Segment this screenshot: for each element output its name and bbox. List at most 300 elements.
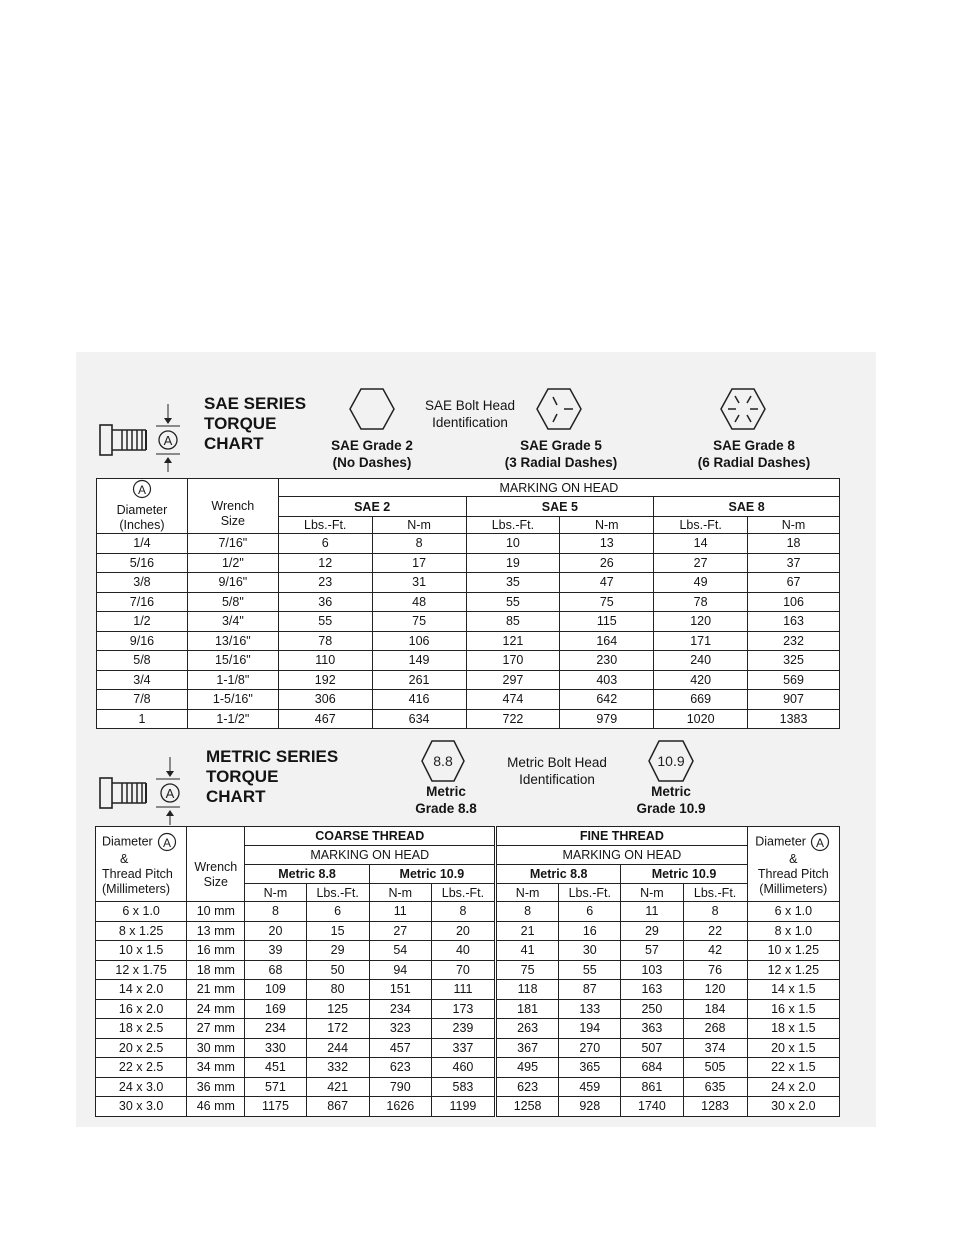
- table-cell: 10: [466, 534, 560, 554]
- table-cell: 239: [431, 1019, 495, 1039]
- coarse-metric-10-9-header: Metric 10.9: [369, 865, 495, 884]
- sae-title-line-2: TORQUE: [204, 414, 277, 433]
- table-cell: 1: [97, 709, 188, 729]
- table-cell: 928: [559, 1097, 621, 1117]
- metric-diameter-label: Diameter: [755, 833, 806, 848]
- table-cell: 8: [496, 902, 559, 922]
- table-row: [97, 709, 840, 729]
- table-cell: 20: [245, 921, 306, 941]
- table-row: [96, 1038, 840, 1058]
- table-cell: 106: [748, 592, 840, 612]
- grade-2-hexagon-icon: [349, 388, 395, 430]
- table-cell: 22 x 2.5: [96, 1058, 187, 1078]
- sae-grade-8-desc: (6 Radial Dashes): [697, 455, 811, 470]
- table-cell: 120: [654, 612, 748, 632]
- table-cell: 54: [369, 941, 431, 961]
- table-cell: 8 x 1.0: [747, 921, 839, 941]
- table-cell: 67: [748, 573, 840, 593]
- sae-torque-table: [96, 478, 840, 729]
- table-cell: 85: [466, 612, 560, 632]
- metric-title-line-3: CHART: [206, 787, 266, 806]
- table-cell: 684: [621, 1058, 683, 1078]
- table-row: [96, 980, 840, 1000]
- table-row: [96, 960, 840, 980]
- table-cell: 27: [369, 921, 431, 941]
- table-cell: 42: [683, 941, 747, 961]
- table-cell: 94: [369, 960, 431, 980]
- sae-unit-header: N-m: [560, 516, 654, 533]
- table-cell: 24 x 2.0: [747, 1077, 839, 1097]
- table-row: [97, 651, 840, 671]
- table-cell: 1-1/8": [187, 670, 278, 690]
- table-cell: 365: [559, 1058, 621, 1078]
- table-cell: 337: [431, 1038, 495, 1058]
- table-cell: 363: [621, 1019, 683, 1039]
- table-cell: 459: [559, 1077, 621, 1097]
- metric-10-9-hexagon-icon: [648, 740, 694, 782]
- metric-mm-label: (Millimeters): [759, 881, 828, 896]
- table-cell: 250: [621, 999, 683, 1019]
- table-cell: 3/4": [187, 612, 278, 632]
- metric-wrench-label: Wrench: [194, 860, 238, 874]
- svg-text:A: A: [163, 835, 172, 850]
- table-cell: 24 x 3.0: [96, 1077, 187, 1097]
- table-row: [97, 592, 840, 612]
- table-row: [96, 1097, 840, 1117]
- table-cell: 460: [431, 1058, 495, 1078]
- table-cell: 6 x 1.0: [96, 902, 187, 922]
- table-cell: 16: [559, 921, 621, 941]
- table-cell: 20 x 2.5: [96, 1038, 187, 1058]
- table-cell: 374: [683, 1038, 747, 1058]
- table-cell: 30: [559, 941, 621, 961]
- grade-5-hexagon-icon: [536, 388, 582, 430]
- table-cell: 80: [306, 980, 369, 1000]
- svg-text:8.8: 8.8: [433, 753, 453, 769]
- diameter-a-icon: [131, 479, 153, 499]
- table-cell: 125: [306, 999, 369, 1019]
- table-row: [97, 612, 840, 632]
- table-cell: 1175: [245, 1097, 306, 1117]
- table-cell: 50: [306, 960, 369, 980]
- sae-diameter-unit: (Inches): [119, 518, 165, 532]
- table-cell: 21 mm: [187, 980, 245, 1000]
- table-cell: 7/16: [97, 592, 188, 612]
- table-cell: 297: [466, 670, 560, 690]
- table-cell: 31: [372, 573, 466, 593]
- metric-thread-pitch-label: Thread Pitch: [102, 866, 173, 881]
- table-cell: 18 mm: [187, 960, 245, 980]
- sae-2-group-header: SAE 2: [278, 497, 466, 516]
- table-cell: 16 x 2.0: [96, 999, 187, 1019]
- table-cell: 1258: [496, 1097, 559, 1117]
- coarse-thread-header: COARSE THREAD: [245, 827, 496, 846]
- table-cell: 49: [654, 573, 748, 593]
- metric-grade-10-9-line-1: Metric: [651, 784, 691, 799]
- metric-table-body: [96, 902, 840, 1117]
- table-cell: 149: [372, 651, 466, 671]
- table-cell: 41: [496, 941, 559, 961]
- table-cell: 181: [496, 999, 559, 1019]
- table-cell: 6: [306, 902, 369, 922]
- table-cell: 367: [496, 1038, 559, 1058]
- table-cell: 3/8: [97, 573, 188, 593]
- table-cell: 1283: [683, 1097, 747, 1117]
- table-cell: 261: [372, 670, 466, 690]
- table-cell: 623: [369, 1058, 431, 1078]
- table-cell: 30 x 2.0: [747, 1097, 839, 1117]
- table-cell: 18 x 1.5: [747, 1019, 839, 1039]
- table-cell: 15/16": [187, 651, 278, 671]
- table-cell: 5/8: [97, 651, 188, 671]
- metric-bolt-head-id-line-1: Metric Bolt Head: [507, 755, 607, 770]
- metric-thread-pitch-label: Thread Pitch: [757, 866, 829, 881]
- table-row: [97, 670, 840, 690]
- metric-8-8-hexagon-icon: [421, 740, 465, 782]
- sae-grade-8-name: SAE Grade 8: [713, 438, 795, 453]
- table-cell: 120: [683, 980, 747, 1000]
- sae-grade-5-name: SAE Grade 5: [520, 438, 602, 453]
- table-cell: 12: [278, 553, 372, 573]
- table-cell: 17: [372, 553, 466, 573]
- table-cell: 1626: [369, 1097, 431, 1117]
- table-cell: 6 x 1.0: [747, 902, 839, 922]
- table-cell: 22: [683, 921, 747, 941]
- sae-unit-header: Lbs.-Ft.: [278, 516, 372, 533]
- table-cell: 979: [560, 709, 654, 729]
- table-cell: 87: [559, 980, 621, 1000]
- table-cell: 27: [654, 553, 748, 573]
- table-cell: 12 x 1.75: [96, 960, 187, 980]
- table-cell: 569: [748, 670, 840, 690]
- table-cell: 14 x 1.5: [747, 980, 839, 1000]
- fine-thread-header: FINE THREAD: [496, 827, 748, 846]
- table-cell: 172: [306, 1019, 369, 1039]
- table-cell: 75: [496, 960, 559, 980]
- table-cell: 57: [621, 941, 683, 961]
- table-cell: 268: [683, 1019, 747, 1039]
- table-cell: 11: [621, 902, 683, 922]
- sae-unit-header: Lbs.-Ft.: [654, 516, 748, 533]
- table-cell: 323: [369, 1019, 431, 1039]
- table-cell: 23: [278, 573, 372, 593]
- table-cell: 55: [466, 592, 560, 612]
- table-cell: 457: [369, 1038, 431, 1058]
- sae-grade-2-desc: (No Dashes): [332, 455, 412, 470]
- metric-grade-8-8-line-2: Grade 8.8: [415, 801, 477, 816]
- diameter-a-icon: [809, 832, 831, 852]
- table-cell: 5/8": [187, 592, 278, 612]
- sae-table-body: [97, 534, 840, 729]
- table-cell: 234: [245, 1019, 306, 1039]
- table-cell: 467: [278, 709, 372, 729]
- table-row: [96, 902, 840, 922]
- sae-wrench-label: Wrench: [211, 499, 255, 513]
- table-cell: 3/4: [97, 670, 188, 690]
- table-cell: 14 x 2.0: [96, 980, 187, 1000]
- table-cell: 1-1/2": [187, 709, 278, 729]
- table-row: [96, 921, 840, 941]
- metric-bolt-diagram: [96, 755, 186, 825]
- table-cell: 75: [372, 612, 466, 632]
- table-cell: 163: [748, 612, 840, 632]
- table-cell: 46 mm: [187, 1097, 245, 1117]
- sae-5-group-header: SAE 5: [466, 497, 654, 516]
- table-cell: 27 mm: [187, 1019, 245, 1039]
- metric-unit-header: Lbs.-Ft.: [306, 884, 369, 902]
- svg-text:A: A: [163, 433, 173, 448]
- table-cell: 20 x 1.5: [747, 1038, 839, 1058]
- metric-size-label: Size: [203, 875, 228, 889]
- table-cell: 12 x 1.25: [747, 960, 839, 980]
- table-cell: 7/8: [97, 690, 188, 710]
- table-cell: 13 mm: [187, 921, 245, 941]
- table-cell: 16 x 1.5: [747, 999, 839, 1019]
- table-cell: 10 x 1.25: [747, 941, 839, 961]
- table-cell: 13: [560, 534, 654, 554]
- table-cell: 78: [654, 592, 748, 612]
- table-row: [96, 1019, 840, 1039]
- table-cell: 642: [560, 690, 654, 710]
- metric-diameter-label: Diameter: [102, 833, 153, 848]
- metric-unit-header: N-m: [621, 884, 683, 902]
- table-cell: 34 mm: [187, 1058, 245, 1078]
- diameter-a-icon: [156, 832, 178, 852]
- table-cell: 1/2: [97, 612, 188, 632]
- table-row: [97, 690, 840, 710]
- metric-wrench-header: [187, 827, 245, 902]
- sae-8-group-header: SAE 8: [654, 497, 840, 516]
- table-cell: 722: [466, 709, 560, 729]
- table-cell: 325: [748, 651, 840, 671]
- table-cell: 907: [748, 690, 840, 710]
- sae-unit-header: N-m: [748, 516, 840, 533]
- metric-ampersand: &: [120, 851, 129, 866]
- table-cell: 1020: [654, 709, 748, 729]
- sae-unit-header: Lbs.-Ft.: [466, 516, 560, 533]
- table-cell: 20: [431, 921, 495, 941]
- table-cell: 19: [466, 553, 560, 573]
- metric-ampersand: &: [789, 851, 798, 866]
- table-cell: 270: [559, 1038, 621, 1058]
- sae-diameter-label: Diameter: [116, 503, 168, 517]
- table-row: [97, 631, 840, 651]
- table-cell: 507: [621, 1038, 683, 1058]
- metric-unit-header: N-m: [369, 884, 431, 902]
- table-cell: 403: [560, 670, 654, 690]
- table-cell: 669: [654, 690, 748, 710]
- table-cell: 451: [245, 1058, 306, 1078]
- table-cell: 37: [748, 553, 840, 573]
- coarse-marking-header: MARKING ON HEAD: [245, 846, 496, 865]
- table-cell: 35: [466, 573, 560, 593]
- metric-mm-label: (Millimeters): [102, 881, 171, 896]
- table-cell: 151: [369, 980, 431, 1000]
- table-cell: 164: [560, 631, 654, 651]
- metric-unit-header: Lbs.-Ft.: [559, 884, 621, 902]
- table-cell: 194: [559, 1019, 621, 1039]
- table-cell: 48: [372, 592, 466, 612]
- table-cell: 8: [245, 902, 306, 922]
- sae-size-label: Size: [220, 514, 246, 528]
- table-cell: 76: [683, 960, 747, 980]
- table-cell: 8: [431, 902, 495, 922]
- sae-grade-5-desc: (3 Radial Dashes): [504, 455, 618, 470]
- table-cell: 184: [683, 999, 747, 1019]
- table-cell: 110: [278, 651, 372, 671]
- table-row: [96, 941, 840, 961]
- table-cell: 169: [245, 999, 306, 1019]
- svg-text:A: A: [816, 835, 825, 850]
- table-cell: 173: [431, 999, 495, 1019]
- table-cell: 30 mm: [187, 1038, 245, 1058]
- table-cell: 55: [278, 612, 372, 632]
- sae-diameter-header: [97, 479, 188, 534]
- svg-text:10.9: 10.9: [657, 753, 685, 769]
- table-row: [97, 534, 840, 554]
- table-cell: 103: [621, 960, 683, 980]
- metric-unit-header: Lbs.-Ft.: [431, 884, 495, 902]
- table-cell: 416: [372, 690, 466, 710]
- table-cell: 1740: [621, 1097, 683, 1117]
- metric-title-line-2: TORQUE: [206, 767, 279, 786]
- svg-text:A: A: [165, 786, 175, 801]
- table-cell: 26: [560, 553, 654, 573]
- table-cell: 495: [496, 1058, 559, 1078]
- sae-bolt-head-id-line-1: SAE Bolt Head: [424, 398, 516, 413]
- table-cell: 70: [431, 960, 495, 980]
- sae-wrench-header: [187, 479, 278, 534]
- table-cell: 306: [278, 690, 372, 710]
- table-cell: 40: [431, 941, 495, 961]
- table-cell: 420: [654, 670, 748, 690]
- table-cell: 106: [372, 631, 466, 651]
- table-cell: 170: [466, 651, 560, 671]
- table-cell: 39: [245, 941, 306, 961]
- table-cell: 133: [559, 999, 621, 1019]
- table-cell: 163: [621, 980, 683, 1000]
- table-cell: 10 mm: [187, 902, 245, 922]
- table-cell: 24 mm: [187, 999, 245, 1019]
- table-cell: 14: [654, 534, 748, 554]
- table-cell: 474: [466, 690, 560, 710]
- metric-torque-table: [95, 826, 840, 1117]
- table-cell: 75: [560, 592, 654, 612]
- table-cell: 1-5/16": [187, 690, 278, 710]
- table-cell: 867: [306, 1097, 369, 1117]
- table-row: [97, 573, 840, 593]
- table-cell: 263: [496, 1019, 559, 1039]
- table-cell: 8: [683, 902, 747, 922]
- table-cell: 22 x 1.5: [747, 1058, 839, 1078]
- table-cell: 234: [369, 999, 431, 1019]
- table-cell: 571: [245, 1077, 306, 1097]
- metric-unit-header: Lbs.-Ft.: [683, 884, 747, 902]
- table-cell: 7/16": [187, 534, 278, 554]
- svg-text:A: A: [137, 483, 146, 497]
- table-cell: 16 mm: [187, 941, 245, 961]
- table-cell: 244: [306, 1038, 369, 1058]
- table-cell: 111: [431, 980, 495, 1000]
- sae-unit-header: N-m: [372, 516, 466, 533]
- table-cell: 115: [560, 612, 654, 632]
- table-cell: 36: [278, 592, 372, 612]
- table-cell: 36 mm: [187, 1077, 245, 1097]
- metric-unit-header: N-m: [245, 884, 306, 902]
- table-cell: 9/16: [97, 631, 188, 651]
- sae-title-line-3: CHART: [204, 434, 264, 453]
- table-cell: 30 x 3.0: [96, 1097, 187, 1117]
- sae-marking-header: MARKING ON HEAD: [278, 479, 839, 497]
- table-cell: 5/16: [97, 553, 188, 573]
- fine-marking-header: MARKING ON HEAD: [496, 846, 748, 865]
- table-cell: 6: [559, 902, 621, 922]
- table-cell: 109: [245, 980, 306, 1000]
- fine-metric-10-9-header: Metric 10.9: [621, 865, 747, 884]
- sae-bolt-diagram: [96, 402, 186, 472]
- metric-title-line-1: METRIC SERIES: [206, 747, 339, 766]
- grade-8-hexagon-icon: [720, 388, 766, 430]
- metric-grade-8-8-line-1: Metric: [426, 784, 466, 799]
- metric-unit-header: N-m: [496, 884, 559, 902]
- table-cell: 11: [369, 902, 431, 922]
- table-cell: 1/2": [187, 553, 278, 573]
- table-cell: 790: [369, 1077, 431, 1097]
- table-cell: 18 x 2.5: [96, 1019, 187, 1039]
- sae-bolt-head-id-line-2: Identification: [432, 415, 508, 430]
- table-cell: 635: [683, 1077, 747, 1097]
- table-cell: 330: [245, 1038, 306, 1058]
- table-cell: 861: [621, 1077, 683, 1097]
- table-cell: 232: [748, 631, 840, 651]
- table-cell: 240: [654, 651, 748, 671]
- table-cell: 9/16": [187, 573, 278, 593]
- table-row: [96, 1077, 840, 1097]
- metric-bolt-head-id-line-2: Identification: [519, 772, 595, 787]
- table-cell: 15: [306, 921, 369, 941]
- metric-diameter-right-header: [747, 827, 839, 902]
- table-cell: 505: [683, 1058, 747, 1078]
- table-row: [96, 999, 840, 1019]
- table-cell: 13/16": [187, 631, 278, 651]
- table-cell: 47: [560, 573, 654, 593]
- table-cell: 1/4: [97, 534, 188, 554]
- sae-title-line-1: SAE SERIES: [204, 394, 307, 413]
- table-cell: 332: [306, 1058, 369, 1078]
- metric-diameter-header: [96, 827, 187, 902]
- table-cell: 623: [496, 1077, 559, 1097]
- table-cell: 29: [306, 941, 369, 961]
- table-cell: 1199: [431, 1097, 495, 1117]
- table-cell: 6: [278, 534, 372, 554]
- sae-grade-2-name: SAE Grade 2: [331, 438, 413, 453]
- table-cell: 1383: [748, 709, 840, 729]
- table-cell: 171: [654, 631, 748, 651]
- table-cell: 634: [372, 709, 466, 729]
- table-cell: 121: [466, 631, 560, 651]
- table-cell: 583: [431, 1077, 495, 1097]
- table-cell: 118: [496, 980, 559, 1000]
- table-row: [97, 553, 840, 573]
- table-cell: 78: [278, 631, 372, 651]
- table-cell: 8 x 1.25: [96, 921, 187, 941]
- table-cell: 10 x 1.5: [96, 941, 187, 961]
- table-row: [96, 1058, 840, 1078]
- table-cell: 192: [278, 670, 372, 690]
- table-cell: 18: [748, 534, 840, 554]
- coarse-metric-8-8-header: Metric 8.8: [245, 865, 369, 884]
- table-cell: 55: [559, 960, 621, 980]
